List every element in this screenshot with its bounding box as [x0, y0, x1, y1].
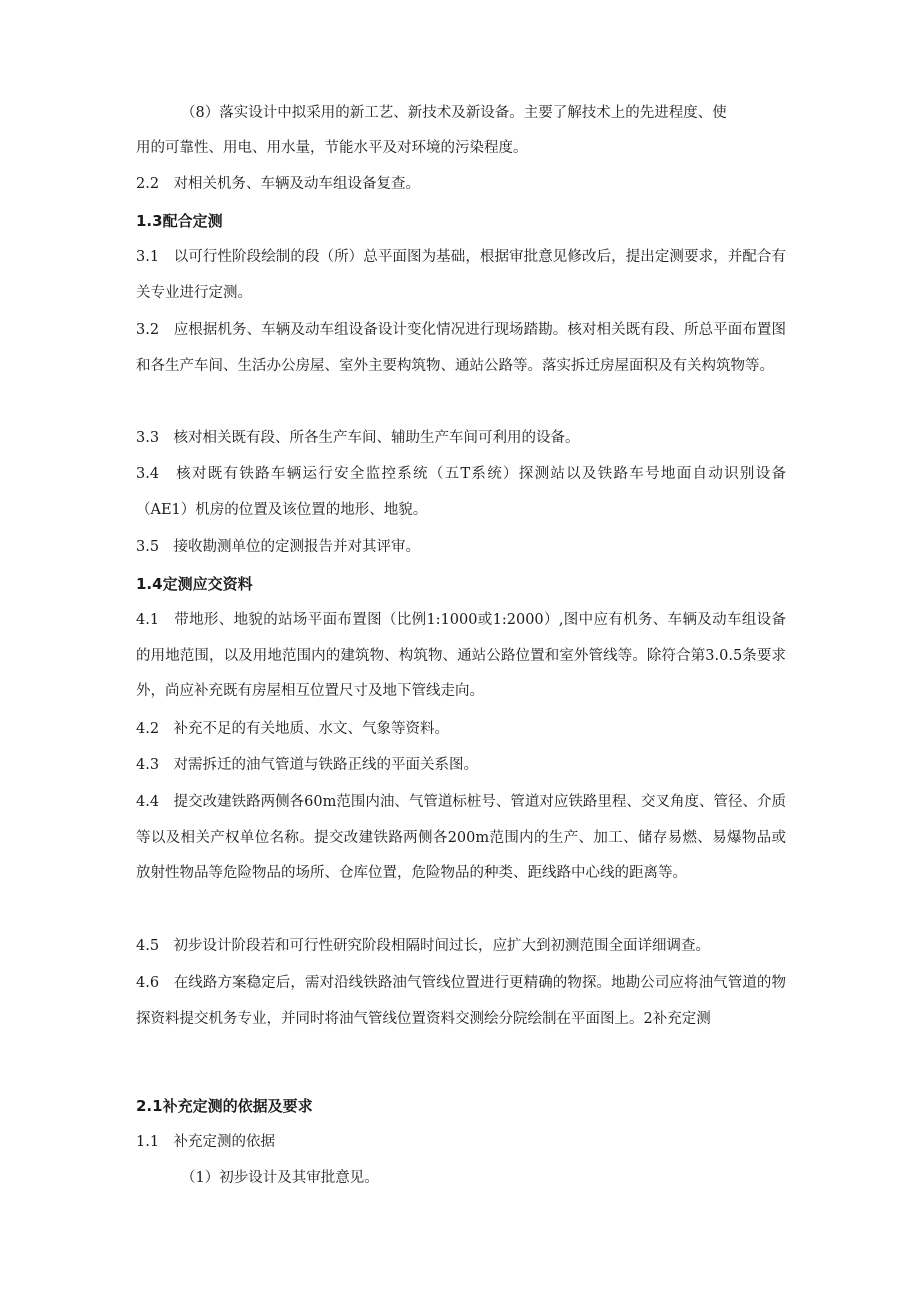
- paragraph-item-1: （1）初步设计及其审批意见。: [181, 1170, 379, 1186]
- paragraph-4-5: 4.5 初步设计阶段若和可行性研究阶段相隔时间过长，应扩大到初测范围全面详细调查。: [136, 938, 711, 954]
- paragraph-4-6: 4.6 在线路方案稳定后，需对沿线铁路油气管线位置进行更精确的物探。地勘公司应将油气管道的物探资料提交机务专业，并同时将油气管线位置资料交测绘分院绘制在平面图上。2补充定测: [136, 975, 786, 1027]
- paragraph-4-4: 4.4 提交改建铁路两侧各60m范围内油、气管道标桩号、管道对应铁路里程、交叉角度、管径、介质等以及相关产权单位名称。提交改建铁路两侧各200m范围内的生产、加工、储存易燃、易爆物品或放射性物品等危险物品的场所、仓库位置，危险物品的种类、距线路中心线的距离等。: [136, 794, 786, 881]
- paragraph-3-3: 3.3 核对相关既有段、所各生产车间、辅助生产车间可利用的设备。: [136, 430, 580, 446]
- paragraph-4-2: 4.2 补充不足的有关地质、水文、气象等资料。: [136, 721, 450, 737]
- heading-2-1: 2.1补充定测的依据及要求: [136, 1097, 313, 1115]
- paragraph-8-cont: 用的可靠性、用电、用水量，节能水平及对环境的污染程度。: [136, 140, 528, 156]
- paragraph-3-4: 3.4 核对既有铁路车辆运行安全监控系统（五T系统）探测站以及铁路车号地面自动识别设备（AE1）机房的位置及该位置的地形、地貌。: [136, 466, 786, 518]
- paragraph-3-1: 3.1 以可行性阶段绘制的段（所）总平面图为基础，根据审批意见修改后，提出定测要求，并配合有关专业进行定测。: [136, 249, 786, 301]
- heading-1-3: 1.3配合定测: [136, 212, 223, 230]
- paragraph-2-2: 2.2 对相关机务、车辆及动车组设备复查。: [136, 176, 421, 192]
- paragraph-3-2: 3.2 应根据机务、车辆及动车组设备设计变化情况进行现场踏勘。核对相关既有段、所总平面布置图和各生产车间、生活办公房屋、室外主要构筑物、通站公路等。落实拆迁房屋面积及有关构筑物等。: [136, 322, 786, 374]
- paragraph-8: （8）落实设计中拟采用的新工艺、新技术及新设备。主要了解技术上的先进程度、使: [181, 105, 727, 121]
- paragraph-4-1: 4.1 带地形、地貌的站场平面布置图（比例1:1000或1:2000）,图中应有机务、车辆及动车组设备的用地范围，以及用地范围内的建筑物、构筑物、通站公路位置和室外管线等。除符合第3.0.5条要求外，尚应补充既有房屋相互位置尺寸及地下管线走向。: [136, 612, 786, 699]
- heading-1-4: 1.4定测应交资料: [136, 575, 253, 593]
- paragraph-3-5: 3.5 接收勘测单位的定测报告并对其评审。: [136, 539, 421, 555]
- paragraph-1-1: 1.1 补充定测的依据: [136, 1134, 276, 1150]
- paragraph-4-3: 4.3 对需拆迁的油气管道与铁路正线的平面关系图。: [136, 757, 479, 773]
